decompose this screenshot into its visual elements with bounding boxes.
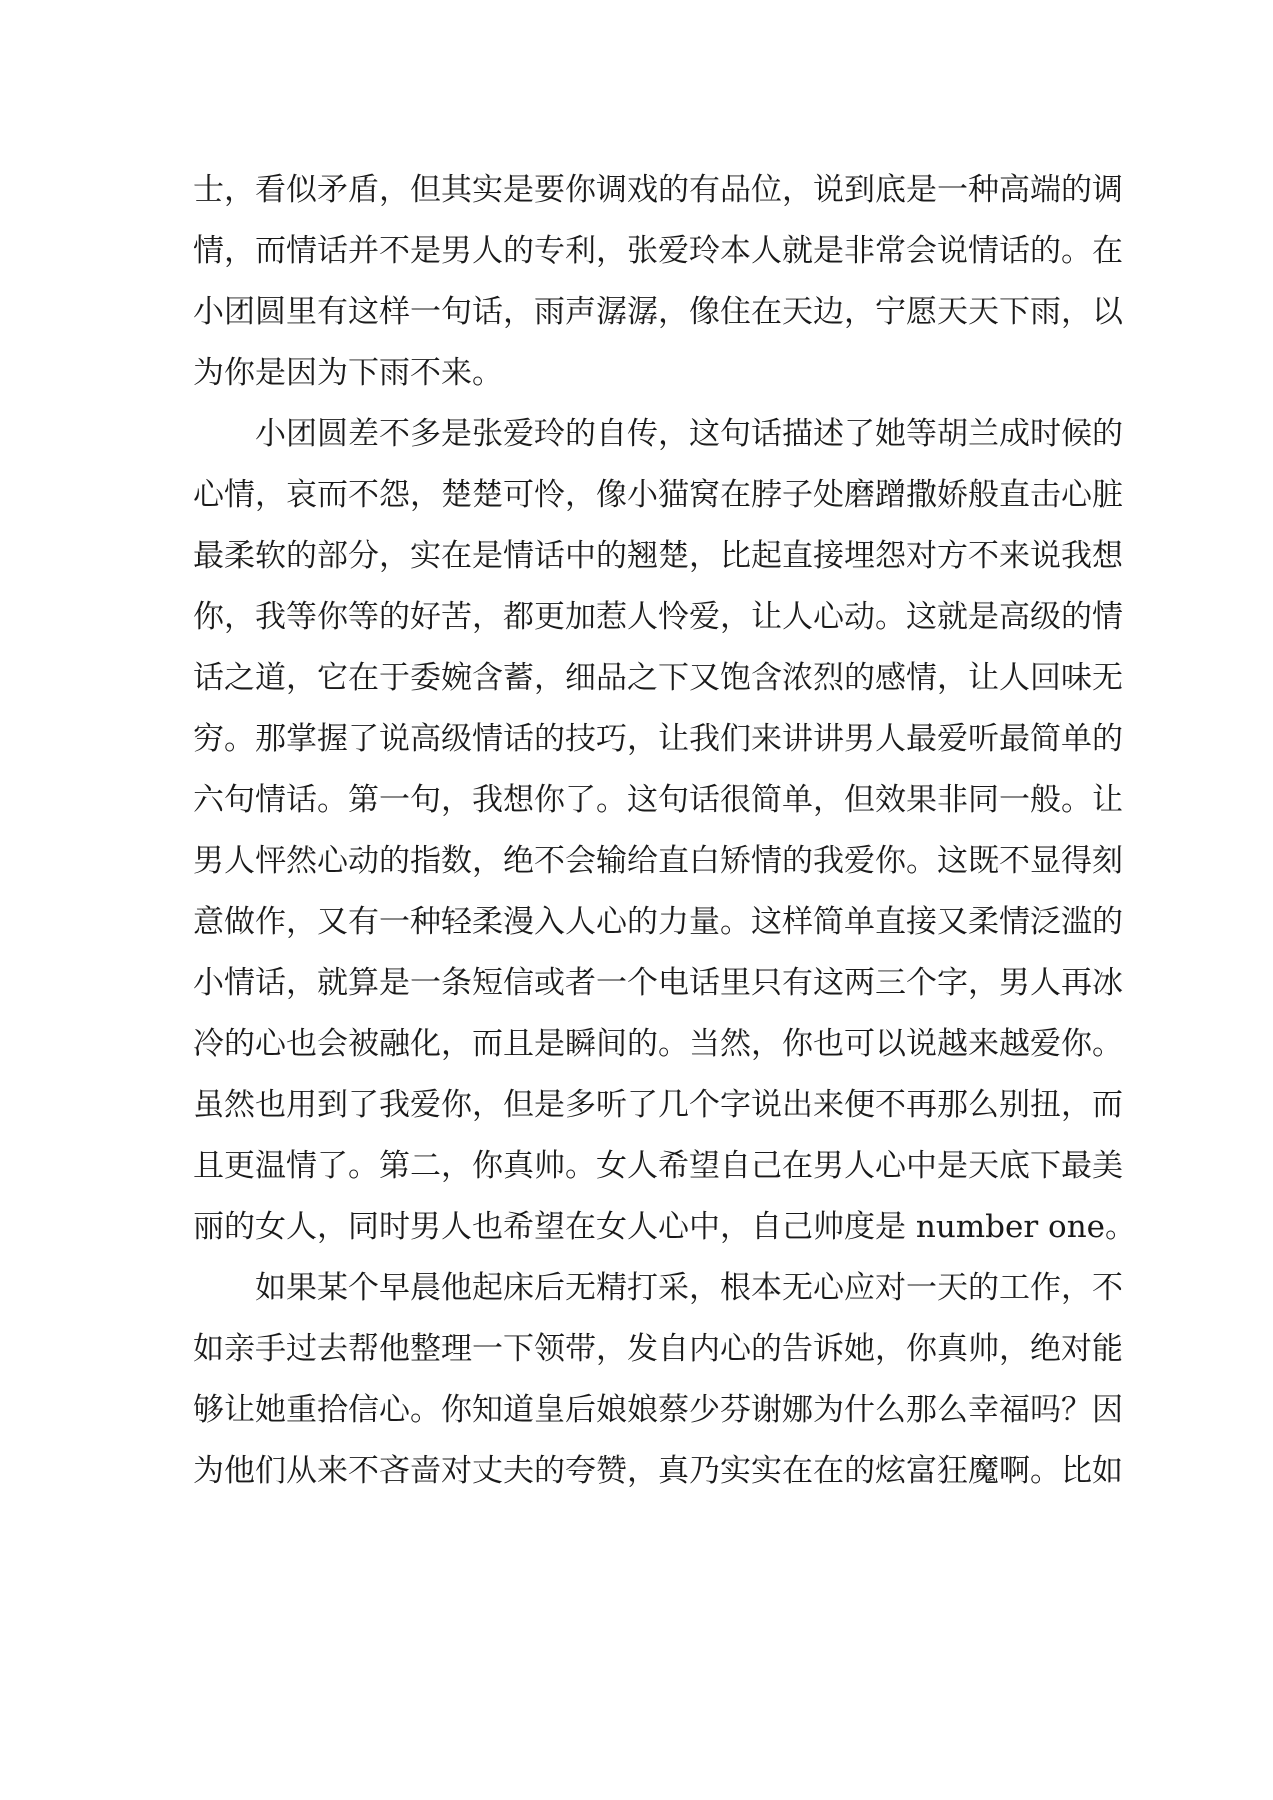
- paragraph-2: [193, 404, 1137, 1258]
- text-line: 六句情话。第一句，我想你了。这句话很简单，但效果非同一般。让: [193, 782, 1123, 818]
- text-line: 虽然也用到了我爱你，但是多听了几个字说出来便不再那么别扭，而: [193, 1087, 1123, 1123]
- text-line: 意做作，又有一种轻柔漫入人心的力量。这样简单直接又柔情泛滥的: [193, 904, 1123, 940]
- text-line: 小团圆里有这样一句话，雨声潺潺，像住在天边，宁愿天天下雨，以: [193, 294, 1123, 330]
- text-line: 穷。那掌握了说高级情话的技巧，让我们来讲讲男人最爱听最简单的: [193, 721, 1123, 757]
- text-line: 冷的心也会被融化，而且是瞬间的。当然，你也可以说越来越爱你。: [193, 1026, 1123, 1062]
- text-line: 小团圆差不多是张爱玲的自传，这句话描述了她等胡兰成时候的: [255, 416, 1123, 452]
- text-line: 够让她重拾信心。你知道皇后娘娘蔡少芬谢娜为什么那么幸福吗？因: [193, 1392, 1123, 1428]
- text-line: 如果某个早晨他起床后无精打采，根本无心应对一天的工作，不: [255, 1270, 1123, 1306]
- text-line: 如亲手过去帮他整理一下领带，发自内心的告诉她，你真帅，绝对能: [193, 1331, 1123, 1367]
- paragraph-3: [193, 1258, 1123, 1502]
- text-line: 小情话，就算是一条短信或者一个电话里只有这两三个字，男人再冰: [193, 965, 1123, 1001]
- text-line: 最柔软的部分，实在是情话中的翘楚，比起直接埋怨对方不来说我想: [193, 538, 1123, 574]
- text-line: 为他们从来不吝啬对丈夫的夸赞，真乃实实在在的炫富狂魔啊。比如: [193, 1453, 1123, 1489]
- text-line: 士，看似矛盾，但其实是要你调戏的有品位，说到底是一种高端的调: [193, 172, 1123, 208]
- paragraph-1: [193, 160, 1123, 404]
- text-line: 你，我等你等的好苦，都更加惹人怜爱，让人心动。这就是高级的情: [193, 599, 1123, 635]
- text-line: 情，而情话并不是男人的专利，张爱玲本人就是非常会说情话的。在: [193, 233, 1123, 269]
- text-line: 丽的女人，同时男人也希望在女人心中，自己帅度是 number one。: [193, 1209, 1137, 1245]
- body-text: [193, 160, 1137, 1502]
- text-line: 话之道，它在于委婉含蓄，细品之下又饱含浓烈的感情，让人回味无: [193, 660, 1123, 696]
- text-line: 为你是因为下雨不来。: [193, 355, 503, 391]
- text-line: 男人怦然心动的指数，绝不会输给直白矫情的我爱你。这既不显得刻: [193, 843, 1123, 879]
- text-line: 且更温情了。第二，你真帅。女人希望自己在男人心中是天底下最美: [193, 1148, 1123, 1184]
- text-line: 心情，哀而不怨，楚楚可怜，像小猫窝在脖子处磨蹭撒娇般直击心脏: [193, 477, 1123, 513]
